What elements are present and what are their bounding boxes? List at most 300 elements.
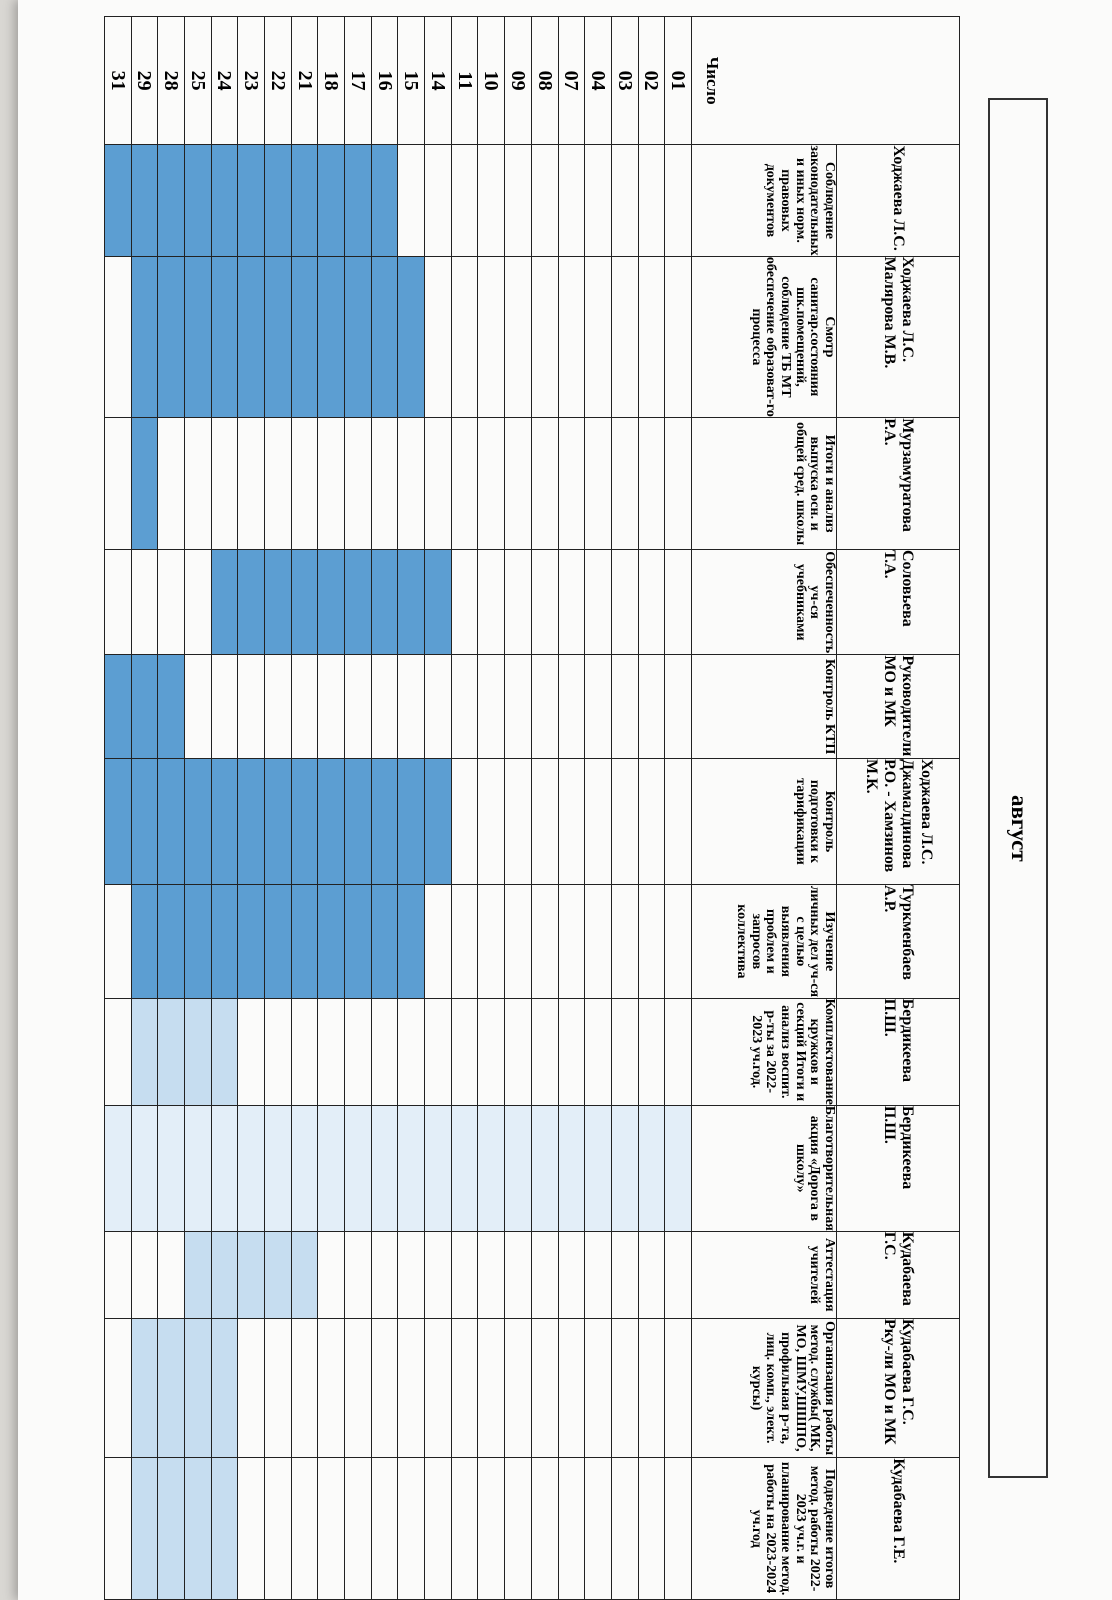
schedule-cell — [665, 418, 692, 550]
schedule-cell — [131, 655, 158, 759]
responsible-8: Бердикеева П.Ш. — [837, 998, 960, 1105]
day-number: 28 — [158, 17, 185, 145]
day-row — [531, 17, 558, 1600]
responsible-7: Туркменбаев А.Р. — [837, 885, 960, 999]
schedule-cell — [505, 998, 532, 1105]
schedule-cell — [398, 1318, 425, 1458]
schedule-cell — [558, 418, 585, 550]
schedule-table — [104, 16, 960, 1600]
schedule-cell — [505, 256, 532, 418]
schedule-cell — [451, 1231, 478, 1318]
schedule-cell — [611, 998, 638, 1105]
schedule-cell — [371, 1458, 398, 1600]
schedule-cell — [211, 758, 238, 884]
schedule-cell — [638, 1105, 665, 1231]
schedule-cell — [184, 1231, 211, 1318]
schedule-cell — [238, 1105, 265, 1231]
schedule-cell — [345, 758, 372, 884]
task-9: Благотворительная акция «Дорога в школу» — [692, 1105, 837, 1231]
day-row — [398, 17, 425, 1600]
schedule-cell — [531, 885, 558, 999]
day-row — [425, 17, 452, 1600]
responsible-2: Ходжаева Л.С. Малярова М.В. — [837, 256, 960, 418]
schedule-cell — [211, 256, 238, 418]
schedule-cell — [265, 256, 292, 418]
day-row — [291, 17, 318, 1600]
schedule-cell — [318, 655, 345, 759]
schedule-cell — [131, 550, 158, 655]
day-row — [585, 17, 612, 1600]
schedule-cell — [158, 758, 185, 884]
schedule-cell — [345, 145, 372, 256]
responsible-11: Кудабаева Г.С. Рку-ли МО и МК — [837, 1318, 960, 1458]
schedule-cell — [345, 885, 372, 999]
schedule-cell — [184, 550, 211, 655]
schedule-cell — [398, 1458, 425, 1600]
schedule-cell — [558, 885, 585, 999]
schedule-cell — [131, 1231, 158, 1318]
schedule-cell — [291, 1458, 318, 1600]
schedule-cell — [665, 655, 692, 759]
schedule-cell — [505, 1231, 532, 1318]
schedule-cell — [265, 1231, 292, 1318]
day-number: 31 — [104, 17, 131, 145]
schedule-cell — [158, 655, 185, 759]
schedule-cell — [665, 550, 692, 655]
task-8: Комплектование кружков и секций Итоги и анализ воспит. р-ты за 2022-2023 уч.год. — [692, 998, 837, 1105]
day-number: 24 — [211, 17, 238, 145]
schedule-cell — [558, 998, 585, 1105]
schedule-cell — [104, 145, 131, 256]
day-number: 18 — [318, 17, 345, 145]
schedule-cell — [318, 885, 345, 999]
schedule-cell — [345, 418, 372, 550]
schedule-cell — [665, 145, 692, 256]
schedule-cell — [184, 758, 211, 884]
schedule-cell — [611, 655, 638, 759]
schedule-cell — [611, 1231, 638, 1318]
schedule-cell — [665, 998, 692, 1105]
schedule-cell — [131, 758, 158, 884]
schedule-cell — [611, 1318, 638, 1458]
schedule-cell — [158, 1318, 185, 1458]
schedule-cell — [585, 1458, 612, 1600]
schedule-cell — [451, 418, 478, 550]
schedule-cell — [558, 550, 585, 655]
schedule-cell — [478, 145, 505, 256]
schedule-cell — [238, 1318, 265, 1458]
schedule-cell — [265, 550, 292, 655]
schedule-cell — [371, 758, 398, 884]
schedule-cell — [238, 885, 265, 999]
schedule-cell — [398, 550, 425, 655]
schedule-cell — [371, 998, 398, 1105]
day-row — [451, 17, 478, 1600]
schedule-cell — [451, 1105, 478, 1231]
schedule-cell — [425, 655, 452, 759]
schedule-cell — [558, 655, 585, 759]
day-number: 17 — [345, 17, 372, 145]
schedule-cell — [345, 655, 372, 759]
schedule-cell — [398, 885, 425, 999]
schedule-cell — [371, 145, 398, 256]
schedule-cell — [158, 998, 185, 1105]
schedule-cell — [291, 256, 318, 418]
schedule-cell — [318, 758, 345, 884]
day-number: 09 — [505, 17, 532, 145]
schedule-cell — [638, 1231, 665, 1318]
schedule-cell — [238, 145, 265, 256]
schedule-cell — [211, 145, 238, 256]
day-row — [238, 17, 265, 1600]
schedule-cell — [371, 256, 398, 418]
schedule-cell — [211, 418, 238, 550]
schedule-cell — [238, 758, 265, 884]
schedule-cell — [425, 550, 452, 655]
schedule-cell — [291, 145, 318, 256]
responsible-9: Бердикеева П.Ш. — [837, 1105, 960, 1231]
schedule-cell — [104, 1318, 131, 1458]
schedule-cell — [184, 418, 211, 550]
schedule-cell — [345, 1231, 372, 1318]
schedule-cell — [531, 1458, 558, 1600]
task-2: Смотр санитар.состояния шк.помещений, соблюдение ТБ МТ обеспечение образоват-го процесса — [692, 256, 837, 418]
schedule-cell — [665, 1458, 692, 1600]
schedule-cell — [318, 256, 345, 418]
schedule-cell — [211, 1231, 238, 1318]
day-number: 10 — [478, 17, 505, 145]
schedule-cell — [371, 885, 398, 999]
schedule-cell — [531, 655, 558, 759]
day-number: 22 — [265, 17, 292, 145]
schedule-cell — [318, 145, 345, 256]
rotated-page — [106, 0, 1048, 1600]
schedule-cell — [318, 1458, 345, 1600]
schedule-cell — [451, 1318, 478, 1458]
schedule-cell — [158, 1458, 185, 1600]
schedule-cell — [611, 550, 638, 655]
schedule-cell — [184, 885, 211, 999]
schedule-cell — [371, 1318, 398, 1458]
schedule-cell — [371, 1231, 398, 1318]
day-number: 29 — [131, 17, 158, 145]
schedule-cell — [558, 1318, 585, 1458]
schedule-cell — [345, 1105, 372, 1231]
schedule-cell — [265, 885, 292, 999]
schedule-cell — [611, 145, 638, 256]
schedule-cell — [451, 1458, 478, 1600]
schedule-cell — [665, 1231, 692, 1318]
schedule-cell — [505, 655, 532, 759]
schedule-cell — [638, 550, 665, 655]
schedule-cell — [131, 418, 158, 550]
schedule-cell — [371, 655, 398, 759]
schedule-cell — [505, 1105, 532, 1231]
schedule-cell — [211, 998, 238, 1105]
schedule-cell — [131, 1105, 158, 1231]
schedule-cell — [265, 418, 292, 550]
schedule-cell — [345, 550, 372, 655]
schedule-cell — [531, 1105, 558, 1231]
schedule-cell — [585, 550, 612, 655]
schedule-cell — [451, 885, 478, 999]
schedule-cell — [505, 145, 532, 256]
schedule-cell — [184, 256, 211, 418]
schedule-cell — [318, 1105, 345, 1231]
schedule-cell — [425, 1458, 452, 1600]
schedule-cell — [451, 655, 478, 759]
schedule-cell — [638, 418, 665, 550]
day-row — [131, 17, 158, 1600]
schedule-cell — [638, 256, 665, 418]
schedule-cell — [585, 1318, 612, 1458]
schedule-cell — [291, 758, 318, 884]
schedule-cell — [104, 550, 131, 655]
schedule-cell — [318, 550, 345, 655]
schedule-cell — [451, 145, 478, 256]
schedule-cell — [425, 256, 452, 418]
day-row — [478, 17, 505, 1600]
month-title: август — [1007, 795, 1032, 862]
schedule-cell — [585, 145, 612, 256]
schedule-cell — [211, 550, 238, 655]
schedule-cell — [611, 1458, 638, 1600]
schedule-cell — [425, 1231, 452, 1318]
schedule-cell — [451, 758, 478, 884]
schedule-cell — [104, 1458, 131, 1600]
schedule-cell — [398, 1105, 425, 1231]
schedule-cell — [184, 1458, 211, 1600]
day-row — [104, 17, 131, 1600]
schedule-cell — [425, 758, 452, 884]
schedule-cell — [451, 998, 478, 1105]
schedule-cell — [425, 1105, 452, 1231]
schedule-cell — [371, 550, 398, 655]
schedule-cell — [184, 655, 211, 759]
schedule-cell — [104, 1105, 131, 1231]
task-10: Аттестация учителей — [692, 1231, 837, 1318]
schedule-cell — [531, 550, 558, 655]
schedule-cell — [318, 418, 345, 550]
day-row — [558, 17, 585, 1600]
day-number: 14 — [425, 17, 452, 145]
schedule-cell — [104, 998, 131, 1105]
schedule-cell — [345, 256, 372, 418]
schedule-cell — [505, 758, 532, 884]
schedule-cell — [638, 1458, 665, 1600]
schedule-cell — [398, 145, 425, 256]
schedule-cell — [638, 655, 665, 759]
day-number: 25 — [184, 17, 211, 145]
schedule-cell — [318, 1231, 345, 1318]
schedule-cell — [291, 655, 318, 759]
task-4: Обеспеченность уч-ся учебниками — [692, 550, 837, 655]
schedule-cell — [184, 998, 211, 1105]
schedule-cell — [505, 1458, 532, 1600]
schedule-cell — [158, 550, 185, 655]
day-number: 23 — [238, 17, 265, 145]
schedule-cell — [371, 418, 398, 550]
schedule-cell — [104, 256, 131, 418]
schedule-cell — [158, 1105, 185, 1231]
schedule-cell — [265, 758, 292, 884]
schedule-cell — [611, 885, 638, 999]
day-row — [345, 17, 372, 1600]
task-6: Контроль подготовки к тарификации — [692, 758, 837, 884]
day-number: 21 — [291, 17, 318, 145]
schedule-cell — [531, 1318, 558, 1458]
schedule-cell — [585, 758, 612, 884]
schedule-cell — [505, 418, 532, 550]
day-row — [158, 17, 185, 1600]
task-11: Организация работы метод. службы( МК, МО, ШМУ,ШШПО, профильная р-та, лиц. комп., элект. курсы) — [692, 1318, 837, 1458]
schedule-cell — [291, 885, 318, 999]
schedule-cell — [558, 1458, 585, 1600]
schedule-cell — [104, 1231, 131, 1318]
schedule-cell — [478, 1318, 505, 1458]
schedule-cell — [478, 418, 505, 550]
schedule-cell — [398, 758, 425, 884]
schedule-cell — [291, 1318, 318, 1458]
schedule-cell — [291, 1231, 318, 1318]
schedule-cell — [451, 256, 478, 418]
task-3: Итоги и анализ выпуска осн. и общей сред. школы — [692, 418, 837, 550]
schedule-cell — [478, 885, 505, 999]
schedule-cell — [531, 418, 558, 550]
schedule-cell — [265, 1105, 292, 1231]
schedule-cell — [291, 418, 318, 550]
day-row — [665, 17, 692, 1600]
schedule-cell — [265, 1458, 292, 1600]
responsible-1: Ходжаева Л.С. — [837, 145, 960, 256]
schedule-cell — [585, 655, 612, 759]
schedule-cell — [318, 998, 345, 1105]
schedule-cell — [531, 1231, 558, 1318]
schedule-cell — [345, 998, 372, 1105]
schedule-cell — [505, 1318, 532, 1458]
schedule-cell — [478, 998, 505, 1105]
schedule-cell — [665, 256, 692, 418]
schedule-cell — [318, 1318, 345, 1458]
schedule-cell — [184, 1318, 211, 1458]
schedule-cell — [585, 256, 612, 418]
schedule-cell — [638, 758, 665, 884]
responsible-12: Кудабаева Г.Е. — [837, 1458, 960, 1600]
schedule-cell — [585, 418, 612, 550]
schedule-cell — [265, 145, 292, 256]
schedule-cell — [104, 418, 131, 550]
schedule-cell — [531, 145, 558, 256]
schedule-cell — [638, 885, 665, 999]
schedule-cell — [611, 758, 638, 884]
schedule-cell — [158, 885, 185, 999]
schedule-cell — [478, 758, 505, 884]
day-row — [611, 17, 638, 1600]
schedule-cell — [238, 655, 265, 759]
schedule-cell — [104, 655, 131, 759]
schedule-cell — [425, 145, 452, 256]
day-number: 11 — [451, 17, 478, 145]
schedule-cell — [558, 1105, 585, 1231]
schedule-cell — [478, 1105, 505, 1231]
day-number: 15 — [398, 17, 425, 145]
schedule-cell — [131, 145, 158, 256]
schedule-cell — [638, 998, 665, 1105]
schedule-cell — [665, 758, 692, 884]
schedule-cell — [238, 998, 265, 1105]
day-row — [505, 17, 532, 1600]
schedule-cell — [131, 256, 158, 418]
schedule-cell — [291, 998, 318, 1105]
responsible-5: Руководители МО и МК — [837, 655, 960, 759]
schedule-cell — [291, 1105, 318, 1231]
schedule-cell — [211, 1318, 238, 1458]
schedule-cell — [265, 655, 292, 759]
month-title-box — [988, 98, 1048, 1478]
schedule-cell — [184, 1105, 211, 1231]
day-number: 08 — [531, 17, 558, 145]
task-5: Контроль КТП — [692, 655, 837, 759]
schedule-cell — [531, 256, 558, 418]
responsible-10: Кудабаева Г.С. — [837, 1231, 960, 1318]
day-row — [184, 17, 211, 1600]
schedule-cell — [665, 1318, 692, 1458]
schedule-cell — [158, 1231, 185, 1318]
schedule-cell — [265, 998, 292, 1105]
schedule-cell — [611, 418, 638, 550]
schedule-cell — [158, 145, 185, 256]
schedule-cell — [558, 1231, 585, 1318]
schedule-cell — [398, 655, 425, 759]
schedule-cell — [238, 1231, 265, 1318]
schedule-cell — [238, 256, 265, 418]
schedule-cell — [611, 1105, 638, 1231]
schedule-cell — [478, 655, 505, 759]
schedule-cell — [104, 758, 131, 884]
schedule-cell — [238, 1458, 265, 1600]
schedule-cell — [585, 1231, 612, 1318]
schedule-cell — [451, 550, 478, 655]
schedule-cell — [585, 1105, 612, 1231]
schedule-cell — [158, 256, 185, 418]
responsible-4: Соловьева Т.А. — [837, 550, 960, 655]
schedule-cell — [371, 1105, 398, 1231]
schedule-cell — [211, 655, 238, 759]
day-row — [318, 17, 345, 1600]
schedule-cell — [665, 1105, 692, 1231]
schedule-cell — [131, 998, 158, 1105]
schedule-cell — [478, 1231, 505, 1318]
task-1: Соблюдение законодательных и иных норм. правовых документов — [692, 145, 837, 256]
schedule-cell — [398, 998, 425, 1105]
schedule-cell — [425, 885, 452, 999]
schedule-cell — [478, 1458, 505, 1600]
day-number: 02 — [638, 17, 665, 145]
schedule-cell — [345, 1318, 372, 1458]
schedule-cell — [398, 418, 425, 550]
schedule-cell — [131, 885, 158, 999]
day-row — [638, 17, 665, 1600]
schedule-cell — [531, 998, 558, 1105]
document-sheet — [18, 0, 1112, 1600]
task-12: Подведение итогов метод. работы 2022-2023 уч.г. и планирование метод. работы на 2023-2024 уч.год — [692, 1458, 837, 1600]
schedule-cell — [211, 1105, 238, 1231]
schedule-cell — [265, 1318, 292, 1458]
day-number: 03 — [611, 17, 638, 145]
schedule-cell — [531, 758, 558, 884]
schedule-cell — [345, 1458, 372, 1600]
schedule-cell — [638, 1318, 665, 1458]
